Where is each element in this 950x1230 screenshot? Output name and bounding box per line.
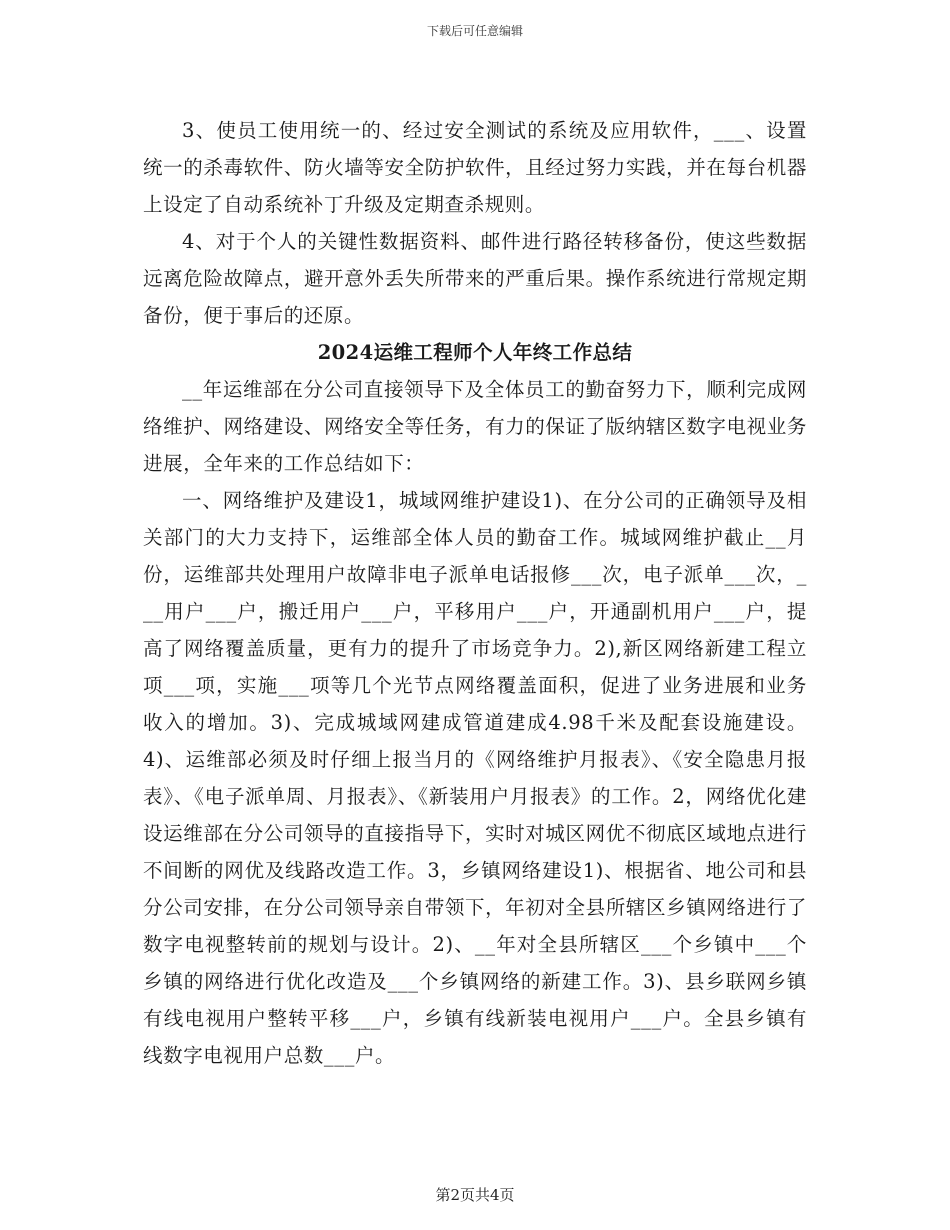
paragraph-network-maintenance: 一、网络维护及建设1，城域网维护建设1)、在分公司的正确领导及相关部门的大力支持下，运维部全体人员的勤奋工作。城域网维护截止__月份，运维部共处理用户故障非电子派单电话报修___次，电子派单___次，___用户___户，搬迁用户___户，平移用户___户，开通副机用户___户，提高了网络覆盖质量，更有力的提升了市场竞争力。2),新区网络新建工程立项___项，实施___项等几个光节点网络覆盖面积，促进了业务进展和业务收入的增加。3)、完成城域网建成管道建成4.98千米及配套设施建设。4)、运维部必须及时仔细上报当月的《网络维护月报表》、《安全隐患月报表》、《电子派单周、月报表》、《新装用户月报表》的工作。2，网络优化建设运维部在分公司领导的直接指导下，实时对城区网优不彻底区域地点进行不间断的网优及线路改造工作。3，乡镇网络建设1)、根据省、地公司和县分公司安排，在分公司领导亲自带领下，年初对全县所辖区乡镇网络进行了数字电视整转前的规划与设计。2)、__年对全县所辖区___个乡镇中___个乡镇的网络进行优化改造及___个乡镇网络的新建工作。3)、县乡联网乡镇有线电视用户整转平移___户，乡镇有线新装电视用户___户。全县乡镇有线数字电视用户总数___户。	[143, 489, 807, 1067]
document-body	[143, 112, 807, 1074]
page-number: 第2页共4页	[435, 1186, 515, 1204]
paragraph-item-4: 4、对于个人的关键性数据资料、邮件进行路径转移备份，使这些数据远离危险故障点，避开意外丢失所带来的严重后果。操作系统进行常规定期备份，便于事后的还原。	[143, 230, 807, 327]
page-header: 下载后可任意编辑	[426, 24, 523, 38]
paragraph-item-3: 3、使员工使用统一的、经过安全测试的系统及应用软件，___、设置统一的杀毒软件、防火墙等安全防护软件，且经过努力实践，并在每台机器上设定了自动系统补丁升级及定期查杀规则。	[143, 119, 807, 216]
paragraph-intro: __年运维部在分公司直接领导下及全体员工的勤奋努力下，顺利完成网络维护、网络建设、网络安全等任务，有力的保证了版纳辖区数字电视业务进展，全年来的工作总结如下：	[143, 378, 807, 475]
section-title: 2024运维工程师个人年终工作总结	[317, 341, 633, 364]
